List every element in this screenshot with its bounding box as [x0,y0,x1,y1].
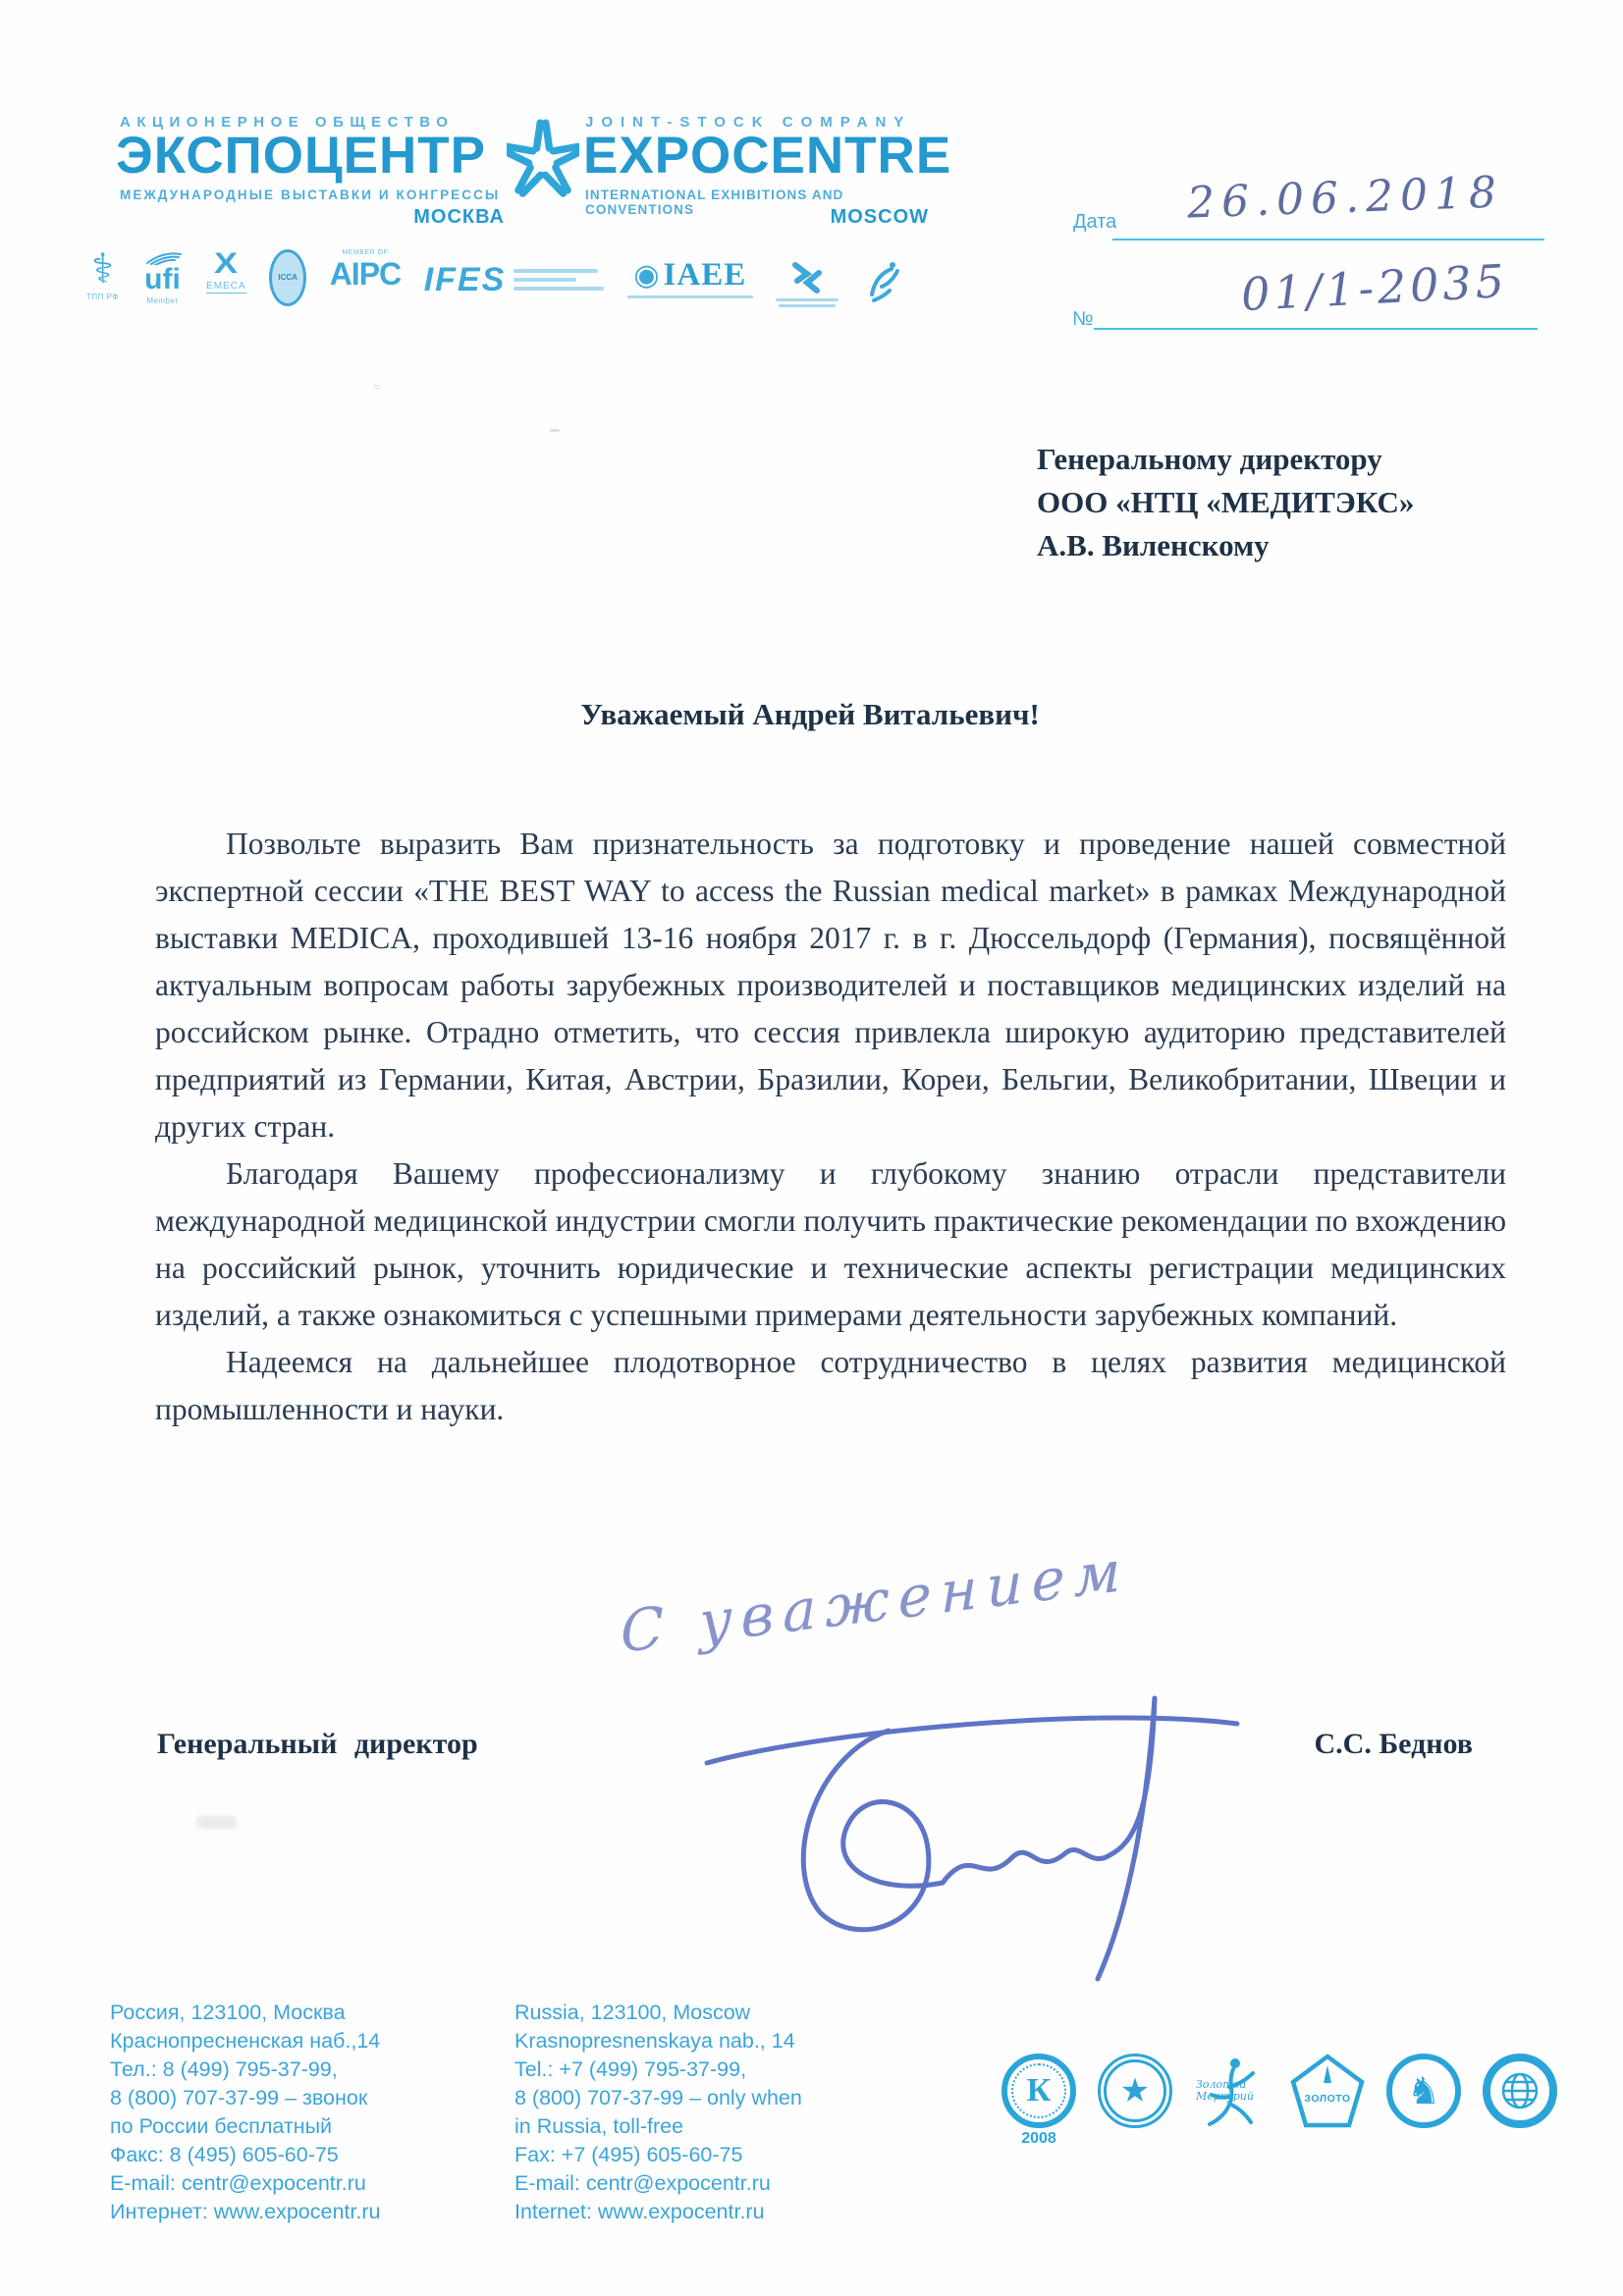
icca-oval-icon: ICCA [269,249,306,306]
footer-en-line: in Russia, toll-free [514,2114,684,2138]
signer-position: Генеральный директор [157,1728,478,1760]
brand-en-tagline: INTERNATIONAL EXHIBITIONS AND CONVENTIONS [585,187,844,217]
body-paragraph-1: Позвольте выразить Вам признательность за подготовку и проведение нашей совместной экспертной сессии «THE BEST WAY to access the Russian medical market» в рамках Международной выставки MEDICA, проходившей 13-16 ноября 2017 г. в г. Дюссельдорф (Германия), посвящённой актуальным вопросам работы зарубежных производителей и поставщиков медицинских изделий на российском рынке. Отрадно отметить, что сессия привлекла широкую аудиторию представителей предприятий из Германии, Китая, Австрии, Бразилии, Кореи, Бельгии, Великобритании, Швеции и других стран. [155,827,1506,1144]
tpp-rf-logo: ⚕ ТПП РФ [86,247,119,301]
caduceus-icon: ⚕ [91,247,114,293]
badge-zoloto [1290,2054,1365,2128]
footer-ru-line: Россия, 123100, Москва [110,2001,346,2024]
footer-address-en [514,1999,927,2226]
footer-en-line: Krasnopresnenskaya nab., 14 [514,2029,795,2053]
signature [687,1637,1257,1991]
emeca-logo: Х EMECA [206,247,246,292]
recipient-person: А.В. Виленскому [1037,528,1270,562]
footer-en-line: Fax: +7 (495) 605-60-75 [514,2143,743,2166]
date-line [1112,239,1544,240]
body-paragraph-3: Надеемся на дальнейшее плодотворное сотрудничество в целях развития медицинской промышленности и науки. [155,1345,1506,1426]
iaee-logo: ◉ IAEE [627,259,753,298]
lion-icon: ♞ [1386,2054,1461,2128]
badge-lion [1386,2054,1461,2128]
brand-en-name: EXPOCENTRE [583,127,952,185]
badge-globe [1483,2054,1557,2128]
badge-quality-2008: К 2008 [1001,2054,1076,2148]
aipc-logo: MEMBER OF AIPC [329,249,402,292]
brand-ru-tagline: МЕЖДУНАРОДНЫЕ ВЫСТАВКИ И КОНГРЕССЫ [120,187,501,202]
handwritten-regards: С уважением [620,1536,1130,1667]
recipient-company: ООО «НТЦ «МЕДИТЭКС» [1037,485,1415,519]
award-badges [1001,2054,1557,2148]
ifes-smalltext [514,269,604,291]
footer-en-line: Russia, 123100, Moscow [514,2001,751,2024]
badge-golden-mercury [1194,2054,1269,2128]
number-line [1094,328,1538,330]
chevron-mark-icon [787,261,827,294]
recipient-position: Генеральному директору [1037,442,1382,476]
ifes-logo: IFES [424,263,605,296]
footer-ru-line: Краснопресненская наб.,14 [110,2029,381,2053]
brand-en-city: MOSCOW [830,206,929,228]
footer-en-line: 8 (800) 707-37-99 – only when [514,2086,802,2109]
brand-ru-name: ЭКСПОЦЕНТР [116,127,487,185]
bird-emblem-logo [862,257,903,306]
footer-en-email: E-mail: centr@expocentr.ru [514,2171,771,2195]
bird-icon [862,257,903,306]
footer-en-website: Internet: www.expocentr.ru [514,2200,765,2223]
badge-order-star [1098,2054,1172,2128]
globe-icon [1483,2054,1557,2128]
order-star-icon: ★ [1098,2054,1172,2128]
body-paragraph-2: Благодаря Вашему профессионализму и глубокому знанию отрасли представители международной медицинской индустрии смогли получить практические рекомендации по вхождению на российский рынок, уточнить юридические и технические аспекты регистрации медицинских изделий, а также ознакомиться с успешными примерами деятельности зарубежных компаний. [155,1156,1506,1332]
emeca-cross-icon: Х [214,247,239,280]
brand-ru-city: МОСКВА [413,206,505,228]
footer-address-ru [110,1999,503,2226]
date-label: Дата [1073,211,1117,233]
recipient-block [1037,438,1488,567]
ufi-logo: ufi Member [141,249,183,305]
footer-ru-line: Тел.: 8 (499) 795-37-99, [110,2057,338,2081]
footer-ru-line: по России бесплатный [110,2114,333,2138]
quality-ring-icon: К [1001,2054,1076,2128]
icca-logo [269,249,306,306]
brand-ru-company-type: АКЦИОНЕРНОЕ ОБЩЕСТВО [120,114,455,131]
zoloto-pentagon-icon: ЗОЛОТО [1290,2054,1365,2128]
letter-body [155,821,1506,1433]
scan-artifact: ≈ [373,379,381,394]
date-handwritten-value: 26.06.2018 [1186,167,1504,229]
footer-ru-email: E-mail: centr@expocentr.ru [110,2171,366,2195]
signer-name: С.С. Беднов [1314,1728,1473,1760]
convention-mark-logo [776,261,839,307]
footer-ru-website: Интернет: www.expocentr.ru [110,2200,381,2223]
footer-en-line: Tel.: +7 (499) 795-37-99, [514,2057,747,2081]
footer-ru-line: Факс: 8 (495) 605-60-75 [110,2143,339,2166]
scan-artifact [550,429,560,432]
footer-ru-line: 8 (800) 707-37-99 – звонок [110,2086,368,2109]
mercury-figure-icon: Золотой Меркурий [1194,2054,1269,2128]
number-label: № [1072,308,1094,330]
scan-artifact [196,1816,238,1829]
brand-en-company-type: JOINT-STOCK COMPANY [585,114,912,131]
expocentre-star-icon [507,114,579,208]
salutation: Уважаемый Андрей Витальевич! [580,697,1040,731]
iaee-globe-icon: ◉ [633,258,660,292]
number-handwritten-value: 01/1-2035 [1239,253,1510,322]
